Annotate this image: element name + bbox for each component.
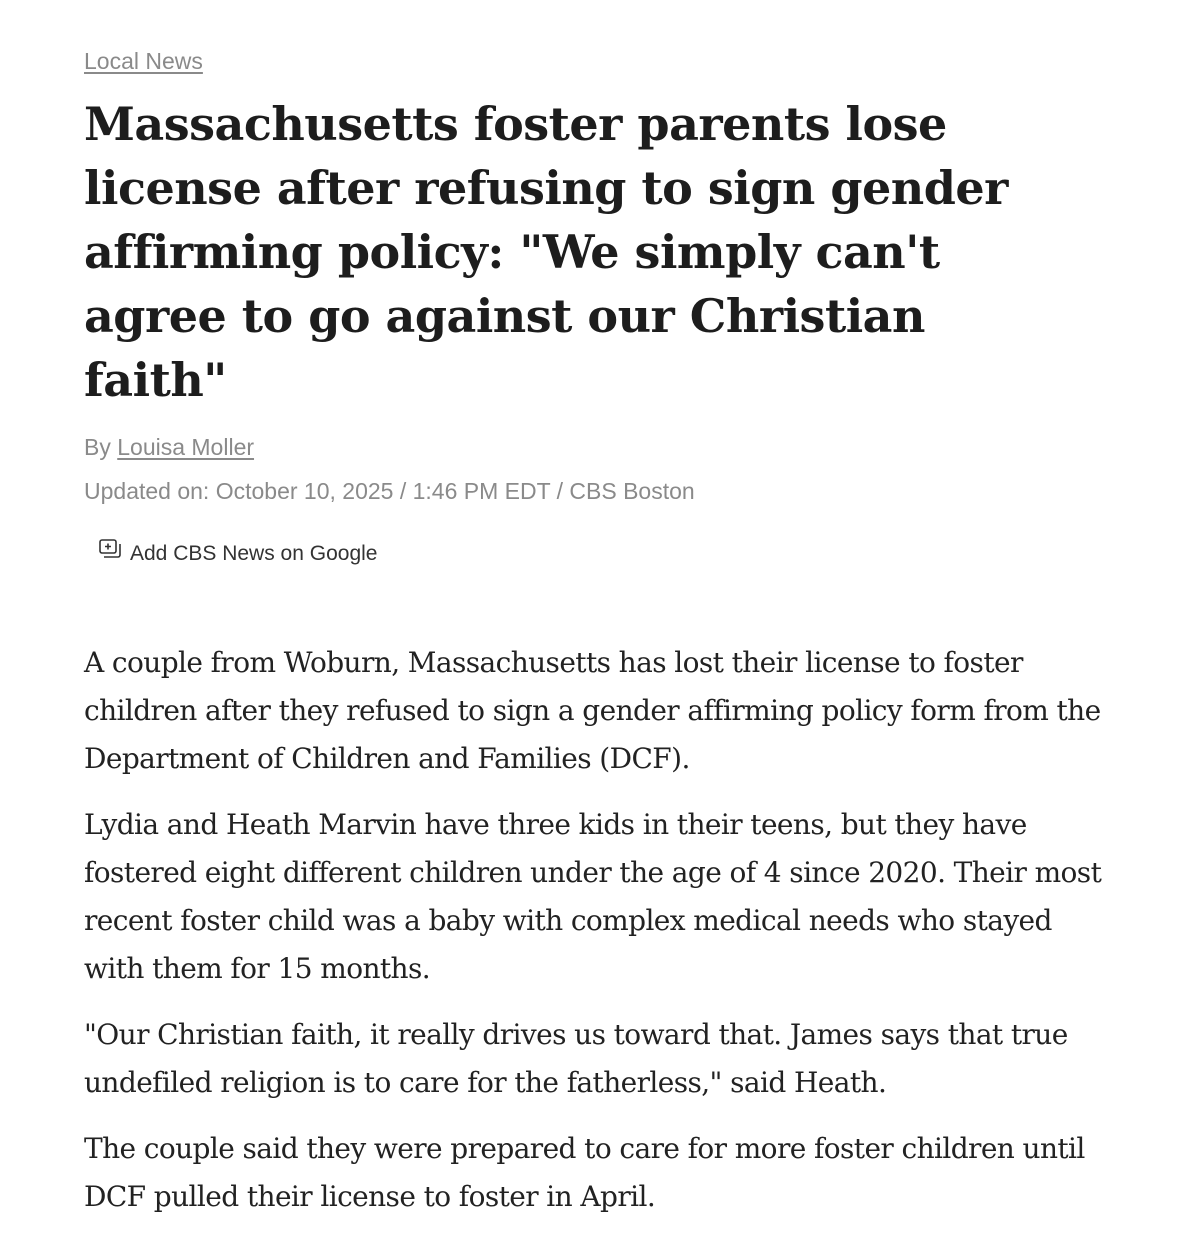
paragraph: A couple from Woburn, Massachusetts has lost their license to foster children after they refused to sign a gender affirming policy form from the Department of Children and Families (DCF). [84,646,1101,775]
add-cbs-on-google-button[interactable] [98,538,377,569]
paragraph: Lydia and Heath Marvin have three kids in their teens, but they have fostered eight different children under the age of 4 since 2020. Their most recent foster child was a baby with complex medical needs who stayed with them for 15 months. [84,808,1102,985]
paragraph: "Our Christian faith, it really drives us toward that. James says that true undefiled religion is to care for the fatherless," said Heath. [84,1018,1068,1099]
google-button-label: Add CBS News on Google [130,541,378,565]
article-body [84,639,1114,1221]
byline [84,430,1114,464]
category-link[interactable]: Local News [84,48,203,74]
updated-timestamp: Updated on: October 10, 2025 / 1:46 PM EDT / CBS Boston [84,478,695,504]
add-to-stack-icon [98,538,122,569]
article [84,44,1114,1239]
paragraph: The couple said they were prepared to care for more foster children until DCF pulled their license to foster in April. [84,1132,1085,1213]
byline-prefix: By [84,434,118,460]
author-link[interactable]: Louisa Moller [117,434,255,460]
headline: Massachusetts foster parents lose license after refusing to sign gender affirming policy: "We simply can't agree to go against our Christian faith" [84,97,1008,407]
